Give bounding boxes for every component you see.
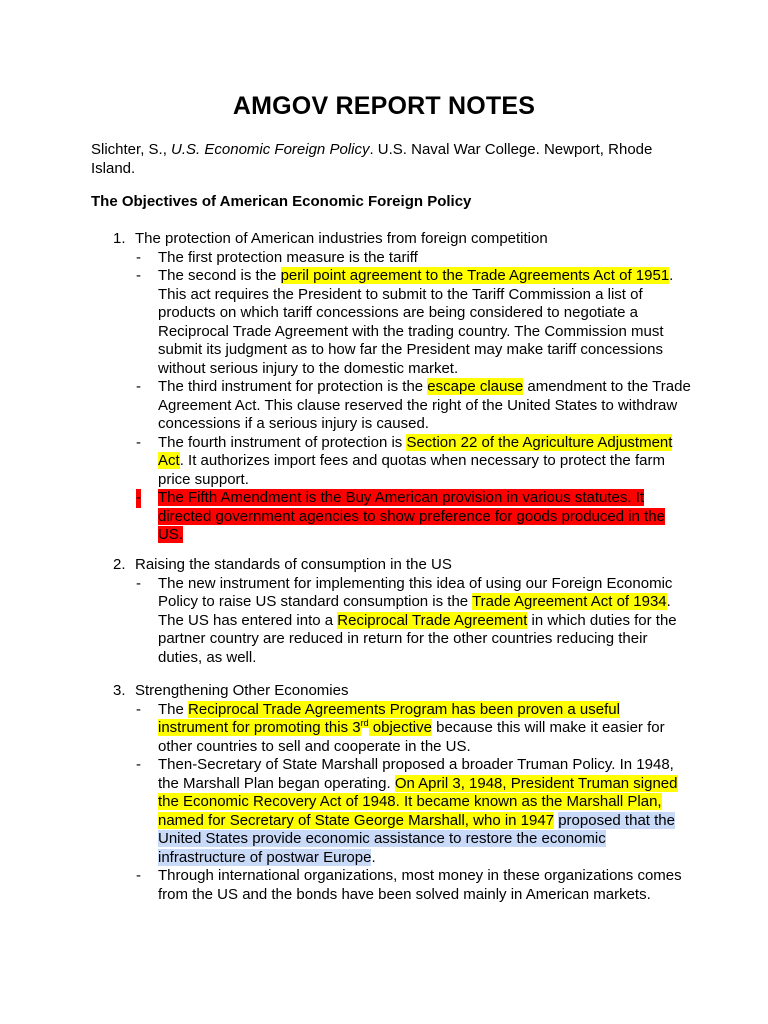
dash-bullet: -	[136, 574, 141, 592]
item-text: .	[371, 848, 376, 866]
dash-bullet: -	[136, 867, 141, 884]
highlight-yellow: peril point agreement to the Trade Agreements Act of 1951	[280, 267, 670, 284]
objective-number: 2.	[113, 556, 126, 573]
item-text: The fourth instrument of protection is	[158, 433, 407, 451]
objective-items	[91, 249, 691, 545]
item-text: amendment to the Trade Agreement Act. This clause reserved the right of the United States to withdraw concessions if a serious injury is caused.	[158, 378, 691, 432]
list-item	[91, 575, 691, 668]
dash-bullet: -	[136, 267, 141, 284]
dash-bullet: -	[136, 378, 141, 395]
highlight-yellow: Trade Agreement Act of 1934	[472, 593, 667, 610]
highlight-red: The Fifth Amendment is the Buy American provision in various statutes. It directed government agencies to show preference for goods produced in the US.	[158, 489, 665, 543]
objective-items	[91, 701, 691, 905]
item-text: The first protection measure is the tariff	[158, 248, 418, 266]
highlight-yellow: Reciprocal Trade Agreements Program has been proven a useful instrument for promoting this 3	[158, 700, 620, 736]
list-item	[91, 489, 691, 545]
dash-bullet: -	[136, 756, 141, 773]
highlight-yellow: objective	[368, 719, 432, 736]
objective-heading	[91, 230, 691, 249]
item-text: Then-Secretary of State Marshall proposed a broader Truman Policy. In 1948, the Marshall Plan began operating.	[158, 756, 674, 792]
item-text: The third instrument for protection is the	[158, 378, 428, 395]
objective-1	[91, 230, 691, 545]
item-text: . This act requires the President to submit to the Tariff Commission a list of products on which tariff concessions are being considered to negotiate a Reciprocal Trade Agreement with the trading country. The Commission must submit its judgment as to how far the President may make tariff concessions without serious injury to the domestic market.	[158, 267, 674, 377]
list-item	[91, 249, 691, 268]
list-item	[91, 434, 691, 490]
objective-title: The protection of American industries from foreign competition	[135, 230, 548, 247]
item-text: Through international organizations, most money in these organizations comes from the US and the bonds have been solved mainly in American markets.	[158, 867, 682, 903]
objective-heading	[91, 556, 691, 575]
list-item	[91, 867, 691, 904]
item-text: . The US has entered into a	[158, 593, 671, 629]
item-text: The new instrument for implementing this idea of using our Foreign Economic Policy to raise US standard consumption is the	[158, 574, 673, 610]
item-text: in which duties for the partner country are reduced in return for the other countries reducing their duties, as well.	[158, 611, 677, 666]
objective-items	[91, 575, 691, 668]
objective-heading	[91, 682, 691, 701]
highlight-yellow: On April 3, 1948, President Truman signed the Economic Recovery Act of 1948. It became known as the Marshall Plan, named for Secretary of State George Marshall, who in 1947	[158, 774, 678, 829]
superscript: rd	[360, 718, 369, 728]
objective-2	[91, 556, 691, 667]
citation	[91, 141, 691, 178]
list-item	[91, 267, 691, 378]
item-text: The second is the	[158, 267, 281, 284]
objective-number: 3.	[113, 682, 126, 699]
item-text: . It authorizes import fees and quotas when necessary to protect the farm price support.	[158, 452, 665, 488]
objective-3	[91, 682, 691, 904]
dash-bullet: -	[136, 700, 141, 718]
list-item	[91, 378, 691, 434]
highlight-yellow: Section 22 of the Agriculture Adjustment Act	[158, 433, 673, 469]
dash-bullet: -	[136, 433, 141, 451]
item-text: The	[158, 700, 189, 718]
highlight-yellow: Reciprocal Trade Agreement	[337, 611, 528, 629]
dash-bullet: -	[136, 248, 141, 266]
objective-title: Raising the standards of consumption in the US	[135, 556, 452, 573]
list-item	[91, 756, 691, 867]
highlight-blue: proposed that the United States provide economic assistance to restore the economic infrastructure of postwar Europe	[158, 811, 675, 866]
list-item	[91, 701, 691, 757]
item-text: because this will make it easier for other countries to sell and cooperate in the US.	[158, 719, 665, 755]
highlight-yellow: escape clause	[427, 378, 524, 395]
objective-title: Strengthening Other Economies	[135, 682, 349, 699]
page-title: AMGOV REPORT NOTES	[232, 92, 536, 120]
objective-number: 1.	[113, 230, 126, 247]
citation-rest: . U.S. Naval War College. Newport, Rhode Island.	[91, 141, 653, 177]
dash-bullet: -	[136, 489, 141, 506]
section-heading: The Objectives of American Economic Foreign Policy	[91, 193, 472, 210]
citation-work: U.S. Economic Foreign Policy	[171, 141, 370, 158]
citation-author: Slichter, S.,	[91, 141, 172, 158]
